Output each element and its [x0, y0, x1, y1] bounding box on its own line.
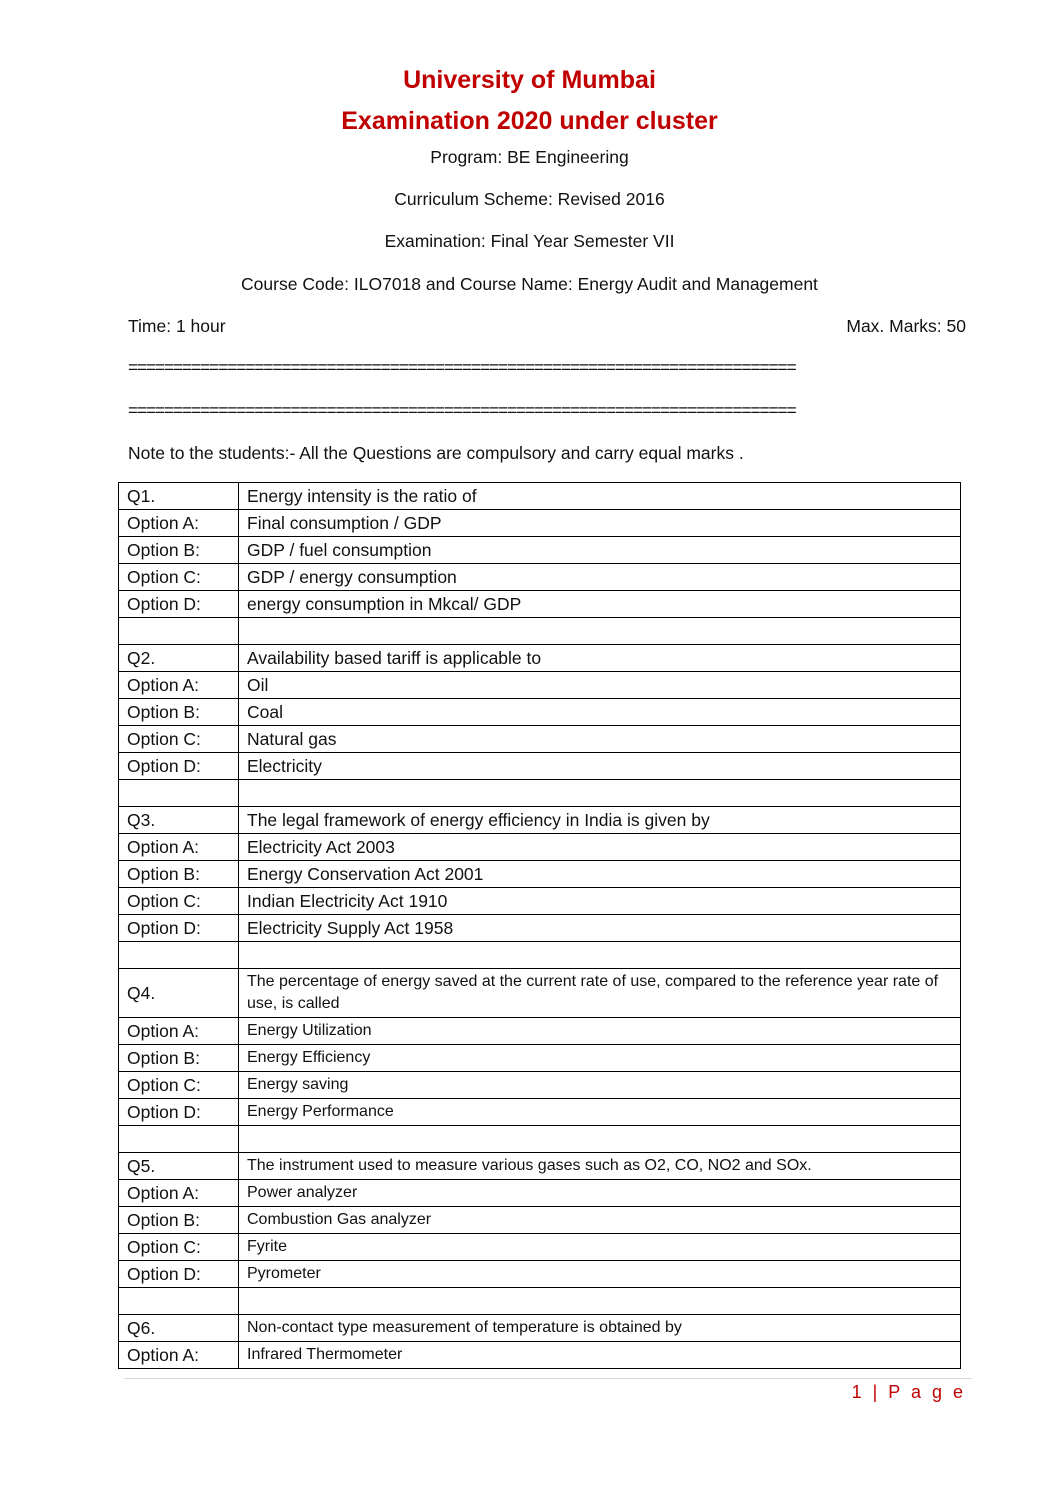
- row-text: [239, 618, 961, 645]
- row-text: Energy Conservation Act 2001: [239, 861, 961, 888]
- row-label: Option D:: [119, 753, 239, 780]
- row-label: Option B:: [119, 1207, 239, 1234]
- row-label: Option C:: [119, 888, 239, 915]
- row-text: Infrared Thermometer: [239, 1342, 961, 1369]
- table-row: [119, 1099, 961, 1126]
- row-text: Energy Efficiency: [239, 1045, 961, 1072]
- row-text: Electricity Supply Act 1958: [239, 915, 961, 942]
- time-label: Time: 1 hour: [128, 316, 226, 336]
- row-label: Option B:: [119, 861, 239, 888]
- row-label: Option B:: [119, 699, 239, 726]
- row-label: [119, 1126, 239, 1153]
- row-label: Option C:: [119, 564, 239, 591]
- row-text: [239, 1126, 961, 1153]
- table-row: [119, 1180, 961, 1207]
- row-text: GDP / energy consumption: [239, 564, 961, 591]
- table-row: [119, 753, 961, 780]
- row-text: Non-contact type measurement of temperature is obtained by: [239, 1315, 961, 1342]
- row-label: Q5.: [119, 1153, 239, 1180]
- row-label: [119, 618, 239, 645]
- table-row: [119, 1045, 961, 1072]
- table-row: [119, 1288, 961, 1315]
- row-text: Power analyzer: [239, 1180, 961, 1207]
- row-label: Option B:: [119, 537, 239, 564]
- row-text: GDP / fuel consumption: [239, 537, 961, 564]
- table-row: [119, 1342, 961, 1369]
- row-text: Coal: [239, 699, 961, 726]
- row-label: Option C:: [119, 1234, 239, 1261]
- row-text: Oil: [239, 672, 961, 699]
- row-text: The percentage of energy saved at the current rate of use, compared to the reference year rate of use, is called: [239, 969, 961, 1018]
- row-label: Option B:: [119, 1045, 239, 1072]
- table-row: [119, 699, 961, 726]
- table-row: [119, 618, 961, 645]
- row-text: Energy Utilization: [239, 1018, 961, 1045]
- row-label: Option A:: [119, 834, 239, 861]
- table-row: [119, 1126, 961, 1153]
- table-row: [119, 780, 961, 807]
- row-text: The legal framework of energy efficiency in India is given by: [239, 807, 961, 834]
- row-label: [119, 780, 239, 807]
- row-text: Natural gas: [239, 726, 961, 753]
- row-text: [239, 780, 961, 807]
- row-text: [239, 942, 961, 969]
- program-line: Program: BE Engineering: [430, 147, 629, 167]
- row-text: Fyrite: [239, 1234, 961, 1261]
- row-label: Q1.: [119, 483, 239, 510]
- page-number: 1 | P a g e: [851, 1382, 966, 1402]
- table-row: [119, 591, 961, 618]
- table-row: [119, 672, 961, 699]
- table-row: [119, 834, 961, 861]
- row-label: Option A:: [119, 1180, 239, 1207]
- row-text: Indian Electricity Act 1910: [239, 888, 961, 915]
- exam-title: Examination 2020 under cluster: [341, 107, 718, 135]
- row-label: Q4.: [119, 969, 239, 1018]
- examination-line: Examination: Final Year Semester VII: [384, 231, 675, 251]
- university-title: University of Mumbai: [403, 66, 656, 94]
- table-row: [119, 483, 961, 510]
- table-row: [119, 1153, 961, 1180]
- row-label: Option A:: [119, 1342, 239, 1369]
- row-text: Pyrometer: [239, 1261, 961, 1288]
- scheme-line: Curriculum Scheme: Revised 2016: [394, 189, 665, 209]
- row-label: Option D:: [119, 591, 239, 618]
- table-row: [119, 915, 961, 942]
- table-row: [119, 1072, 961, 1099]
- row-label: Option A:: [119, 1018, 239, 1045]
- row-label: [119, 942, 239, 969]
- table-row: [119, 726, 961, 753]
- row-label: Option A:: [119, 672, 239, 699]
- table-row: [119, 1018, 961, 1045]
- row-label: Option C:: [119, 1072, 239, 1099]
- table-row: [119, 564, 961, 591]
- table-row: [119, 537, 961, 564]
- row-label: Q2.: [119, 645, 239, 672]
- row-text: Energy Performance: [239, 1099, 961, 1126]
- row-text: Energy intensity is the ratio of: [239, 483, 961, 510]
- row-label: [119, 1288, 239, 1315]
- row-label: Option D:: [119, 1261, 239, 1288]
- row-text: Availability based tariff is applicable to: [239, 645, 961, 672]
- separator-line: ==========================================================================: [128, 357, 796, 377]
- table-row: [119, 1207, 961, 1234]
- table-row: [119, 1315, 961, 1342]
- row-label: Q6.: [119, 1315, 239, 1342]
- row-text: Energy saving: [239, 1072, 961, 1099]
- row-label: Option D:: [119, 1099, 239, 1126]
- table-row: [119, 645, 961, 672]
- separator-line: ==========================================================================: [128, 400, 796, 420]
- table-row: [119, 942, 961, 969]
- row-text: Electricity: [239, 753, 961, 780]
- row-text: Combustion Gas analyzer: [239, 1207, 961, 1234]
- row-text: energy consumption in Mkcal/ GDP: [239, 591, 961, 618]
- row-label: Option C:: [119, 726, 239, 753]
- table-row: [119, 1261, 961, 1288]
- row-label: Option A:: [119, 510, 239, 537]
- row-label: Q3.: [119, 807, 239, 834]
- max-marks-label: Max. Marks: 50: [846, 316, 966, 336]
- table-row: [119, 807, 961, 834]
- student-note: Note to the students:- All the Questions are compulsory and carry equal marks .: [128, 443, 744, 463]
- row-text: [239, 1288, 961, 1315]
- table-row: [119, 510, 961, 537]
- question-table: [118, 482, 961, 1369]
- footer-divider: [124, 1378, 972, 1379]
- table-row: [119, 861, 961, 888]
- row-text: Electricity Act 2003: [239, 834, 961, 861]
- course-line: Course Code: ILO7018 and Course Name: Energy Audit and Management: [241, 274, 818, 294]
- row-label: Option D:: [119, 915, 239, 942]
- table-row: [119, 888, 961, 915]
- table-row: [119, 969, 961, 1018]
- table-row: [119, 1234, 961, 1261]
- row-text: Final consumption / GDP: [239, 510, 961, 537]
- row-text: The instrument used to measure various gases such as O2, CO, NO2 and SOx.: [239, 1153, 961, 1180]
